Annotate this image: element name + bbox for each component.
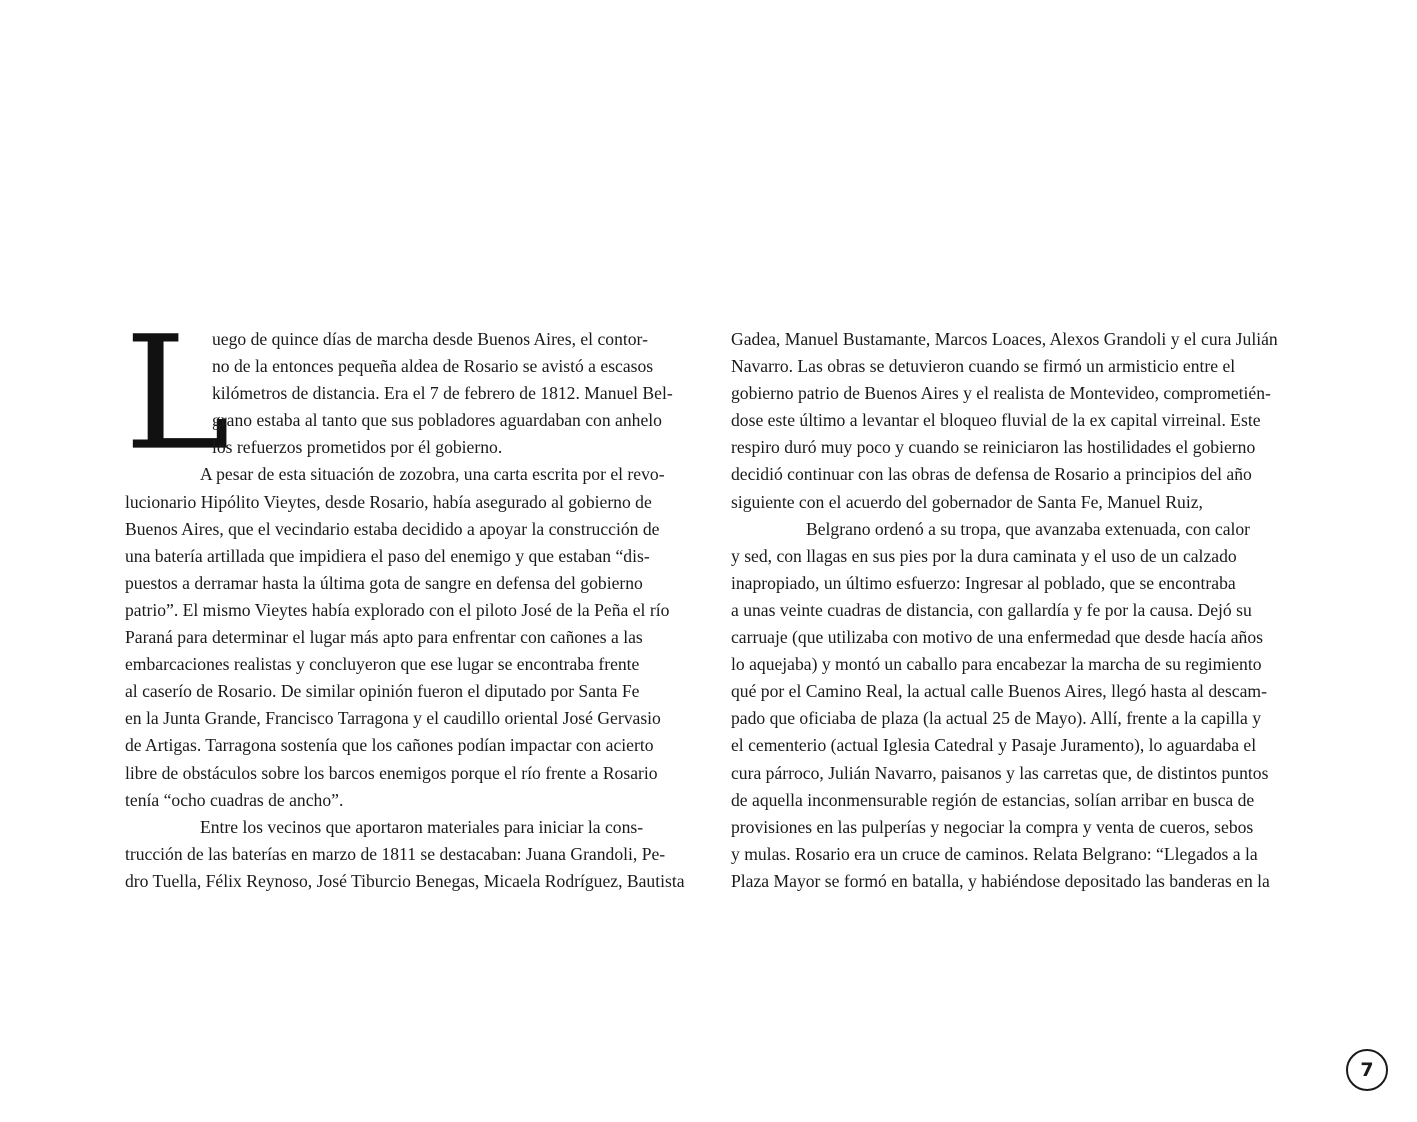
text-line: dro Tuella, Félix Reynoso, José Tiburcio Benegas, Micaela Rodríguez, Bautista: [125, 870, 685, 891]
text-line: cura párroco, Julián Navarro, paisanos y las carretas que, de distintos puntos: [731, 762, 1269, 783]
text-line: tenía “ocho cuadras de ancho”.: [125, 789, 344, 810]
text-line: una batería artillada que impidiera el paso del enemigo y que estaban “dis-: [125, 545, 650, 566]
text-line: Plaza Mayor se formó en batalla, y habiéndose depositado las banderas en la: [731, 870, 1270, 891]
text-line: embarcaciones realistas y concluyeron que ese lugar se encontraba frente: [125, 654, 640, 675]
text-line: libre de obstáculos sobre los barcos enemigos porque el río frente a Rosario: [125, 762, 658, 783]
text-line: grano estaba al tanto que sus pobladores aguardaban con anhelo: [212, 410, 662, 431]
text-line: provisiones en las pulperías y negociar la compra y venta de cueros, sebos: [731, 816, 1254, 837]
text-line: dose este último a levantar el bloqueo fluvial de la ex capital virreinal. Este: [731, 410, 1261, 431]
right-column: [731, 326, 1321, 895]
text-line: lo aquejaba) y montó un caballo para encabezar la marcha de su regimiento: [731, 654, 1262, 675]
text-line: Paraná para determinar el lugar más apto para enfrentar con cañones a las: [125, 627, 643, 648]
text-line: qué por el Camino Real, la actual calle Buenos Aires, llegó hasta al descam-: [731, 681, 1267, 702]
text-line: a unas veinte cuadras de distancia, con gallardía y fe por la causa. Dejó su: [731, 599, 1252, 620]
text-line: en la Junta Grande, Francisco Tarragona y el caudillo oriental José Gervasio: [125, 708, 661, 729]
text-line: decidió continuar con las obras de defensa de Rosario a principios del año: [731, 464, 1252, 485]
drop-cap: L: [124, 301, 231, 485]
text-line: gobierno patrio de Buenos Aires y el realista de Montevideo, comprometién-: [731, 383, 1271, 404]
left-column: [124, 301, 715, 895]
text-line: no de la entonces pequeña aldea de Rosario se avistó a escasos: [212, 356, 654, 377]
text-line: A pesar de esta situación de zozobra, una carta escrita por el revo-: [200, 464, 665, 485]
text-line: el cementerio (actual Iglesia Catedral y Pasaje Juramento), lo aguardaba el: [731, 735, 1257, 756]
page-number-badge: 7: [1346, 1049, 1388, 1091]
text-line: Navarro. Las obras se detuvieron cuando se firmó un armisticio entre el: [731, 356, 1236, 377]
text-line: uego de quince días de marcha desde Buenos Aires, el contor-: [212, 329, 648, 349]
text-line: los refuerzos prometidos por él gobierno.: [212, 437, 503, 458]
text-line: puestos a derramar hasta la última gota de sangre en defensa del gobierno: [125, 572, 643, 593]
text-line: lucionario Hipólito Vieytes, desde Rosario, había asegurado al gobierno de: [125, 491, 652, 512]
text-line: y sed, con llagas en sus pies por la dura caminata y el uso de un calzado: [731, 545, 1237, 566]
text-line: de aquella inconmensurable región de estancias, solían arribar en busca de: [731, 789, 1255, 810]
text-line: Belgrano ordenó a su tropa, que avanzaba extenuada, con calor: [806, 518, 1251, 539]
text-line: y mulas. Rosario era un cruce de caminos. Relata Belgrano: “Llegados a la: [731, 843, 1258, 864]
text-line: de Artigas. Tarragona sostenía que los cañones podían impactar con acierto: [125, 735, 654, 756]
text-line: pado que oficiaba de plaza (la actual 25 de Mayo). Allí, frente a la capilla y: [731, 708, 1262, 729]
text-line: kilómetros de distancia. Era el 7 de febrero de 1812. Manuel Bel-: [212, 383, 673, 404]
text-line: al caserío de Rosario. De similar opinión fueron el diputado por Santa Fe: [125, 681, 640, 702]
text-line: inapropiado, un último esfuerzo: Ingresar al poblado, que se encontraba: [731, 572, 1236, 593]
text-line: carruaje (que utilizaba con motivo de una enfermedad que desde hacía años: [731, 627, 1263, 648]
text-line: Gadea, Manuel Bustamante, Marcos Loaces, Alexos Grandoli y el cura Julián: [731, 329, 1278, 349]
text-line: Entre los vecinos que aportaron materiales para iniciar la cons-: [200, 816, 644, 837]
text-line: siguiente con el acuerdo del gobernador de Santa Fe, Manuel Ruiz,: [731, 491, 1203, 512]
text-line: trucción de las baterías en marzo de 1811 se destacaban: Juana Grandoli, Pe-: [125, 843, 666, 864]
text-line: Buenos Aires, que el vecindario estaba decidido a apoyar la construcción de: [125, 518, 660, 539]
text-line: respiro duró muy poco y cuando se reiniciaron las hostilidades el gobierno: [731, 437, 1256, 458]
text-line: patrio”. El mismo Vieytes había explorado con el piloto José de la Peña el río: [125, 599, 670, 620]
